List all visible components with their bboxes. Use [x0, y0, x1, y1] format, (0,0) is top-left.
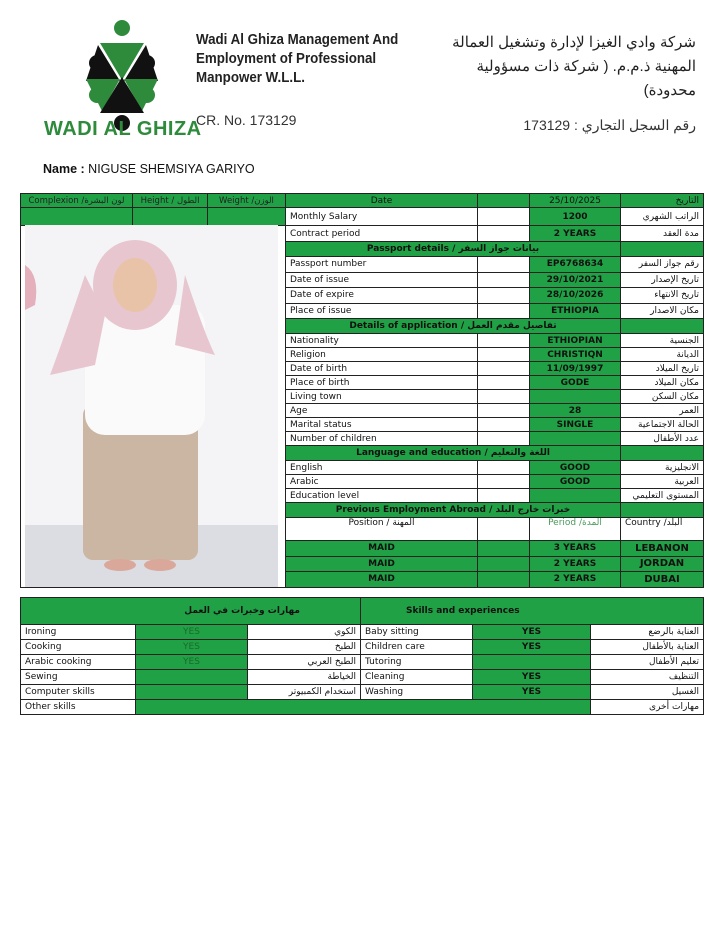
salary-value: 1200: [530, 208, 621, 226]
field-label-ar: مكان الميلاد: [621, 376, 704, 390]
skill-label: Computer skills: [21, 685, 136, 700]
field-label: Arabic: [286, 475, 478, 489]
field-label: Education level: [286, 489, 478, 503]
skill-value: YES: [473, 670, 591, 685]
candidate-name: [43, 162, 255, 176]
country-value: DUBAI: [621, 572, 704, 588]
field-label: Passport number: [286, 257, 478, 273]
detail-row: [286, 272, 704, 288]
cr-number-en: CR. No. 173129: [196, 112, 297, 128]
name-label: Name :: [43, 162, 85, 176]
skills-title-ar: مهارات وخبرات في العمل: [21, 598, 361, 625]
field-value: GODE: [530, 376, 621, 390]
field-value: 28/10/2026: [530, 288, 621, 304]
detail-row: [286, 334, 704, 348]
detail-row: [286, 432, 704, 446]
skill-label-ar: استخدام الكمبيوتر: [248, 685, 361, 700]
skill-label-ar: الكوي: [248, 625, 361, 640]
position-value: MAID: [286, 541, 478, 557]
section-title-employment: Previous Employment Abroad / خبرات خارج البلد: [286, 503, 621, 518]
field-label: Age: [286, 404, 478, 418]
detail-row: [286, 475, 704, 489]
field-label: Place of issue: [286, 303, 478, 319]
field-value: [530, 432, 621, 446]
candidate-photo: [25, 225, 278, 587]
skills-title-en: Skills and experiences: [361, 598, 704, 625]
field-label: Number of children: [286, 432, 478, 446]
height-header: Height / الطول: [133, 194, 208, 208]
field-label-ar: تاريخ الميلاد: [621, 362, 704, 376]
field-label: Marital status: [286, 418, 478, 432]
skill-label: Cleaning: [361, 670, 473, 685]
skill-label: Ironing: [21, 625, 136, 640]
field-value: 28: [530, 404, 621, 418]
section-title-language: Language and education / اللغة والتعليم: [286, 446, 621, 461]
skill-label: Arabic cooking: [21, 655, 136, 670]
position-header: Position / المهنة: [286, 518, 478, 541]
field-label-ar: الحالة الاجتماعية: [621, 418, 704, 432]
detail-row: [286, 257, 704, 273]
field-label-ar: العربية: [621, 475, 704, 489]
salary-label-ar: الراتب الشهري: [621, 208, 704, 226]
employment-row: [286, 541, 704, 557]
skill-value: [136, 670, 248, 685]
country-header: Country /البلد: [621, 518, 704, 541]
country-value: JORDAN: [621, 556, 704, 572]
skill-label-ar: الخياطة: [248, 670, 361, 685]
section-title-passport: Passport details / بيانات جواز السفر: [286, 242, 621, 257]
skill-label: Cooking: [21, 640, 136, 655]
employment-row: [286, 556, 704, 572]
date-label-ar: التاريخ: [621, 194, 704, 208]
skill-value: YES: [136, 640, 248, 655]
field-label-ar: الديانة: [621, 348, 704, 362]
field-value: 11/09/1997: [530, 362, 621, 376]
field-label-ar: الانجليزية: [621, 461, 704, 475]
period-value: 2 YEARS: [530, 556, 621, 572]
skill-row: [21, 625, 704, 640]
company-line: Employment of Professional: [196, 51, 377, 67]
other-skills-value: [136, 700, 591, 715]
skill-value: YES: [473, 685, 591, 700]
contract-label: Contract period: [286, 226, 478, 242]
field-label: Nationality: [286, 334, 478, 348]
company-line-ar: محدودة): [643, 82, 696, 99]
field-value: [530, 390, 621, 404]
period-header: Period /المدة: [530, 518, 621, 541]
field-label-ar: تاريخ الانتهاء: [621, 288, 704, 304]
field-label: English: [286, 461, 478, 475]
field-label-ar: المستوى التعليمي: [621, 489, 704, 503]
field-value: 29/10/2021: [530, 272, 621, 288]
salary-label: Monthly Salary: [286, 208, 478, 226]
contract-label-ar: مدة العقد: [621, 226, 704, 242]
skill-value: YES: [136, 625, 248, 640]
skill-label: Sewing: [21, 670, 136, 685]
skill-label: Children care: [361, 640, 473, 655]
field-value: [530, 489, 621, 503]
weight-value: [208, 208, 286, 226]
field-label: Living town: [286, 390, 478, 404]
cr-number-ar: رقم السجل التجاري : 173129: [523, 117, 696, 133]
detail-row: [286, 404, 704, 418]
field-label-ar: الجنسية: [621, 334, 704, 348]
skill-label: Washing: [361, 685, 473, 700]
skill-label-ar: تعليم الأطفال: [591, 655, 704, 670]
employment-row: [286, 572, 704, 588]
company-line: Wadi Al Ghiza Management And: [196, 32, 399, 48]
skill-label: Tutoring: [361, 655, 473, 670]
company-line-ar: المهنية ذ.م.م. ( شركة ذات مسؤولية: [476, 58, 696, 75]
date-value: 25/10/2025: [530, 194, 621, 208]
company-name-ar: [436, 31, 696, 103]
skill-label-ar: التنظيف: [591, 670, 704, 685]
field-label-ar: عدد الأطفال: [621, 432, 704, 446]
date-label: Date: [286, 194, 478, 208]
field-label: Religion: [286, 348, 478, 362]
detail-row: [286, 489, 704, 503]
field-value: SINGLE: [530, 418, 621, 432]
skill-value: YES: [136, 655, 248, 670]
skill-row: [21, 640, 704, 655]
position-value: MAID: [286, 556, 478, 572]
skill-value: YES: [473, 625, 591, 640]
skills-table: [20, 597, 704, 715]
skill-label-ar: الطبخ: [248, 640, 361, 655]
detail-row: [286, 376, 704, 390]
field-label-ar: مكان الاصدار: [621, 303, 704, 319]
skill-label-ar: العناية بالرضع: [591, 625, 704, 640]
detail-row: [286, 390, 704, 404]
field-label-ar: العمر: [621, 404, 704, 418]
company-line: Manpower W.L.L.: [196, 70, 305, 86]
field-label-ar: مكان السكن: [621, 390, 704, 404]
contract-value: 2 YEARS: [530, 226, 621, 242]
position-value: MAID: [286, 572, 478, 588]
detail-row: [286, 461, 704, 475]
skill-label-ar: العناية بالأطفال: [591, 640, 704, 655]
field-label: Place of birth: [286, 376, 478, 390]
name-value: NIGUSE SHEMSIYA GARIYO: [88, 162, 255, 176]
skill-label-ar: الطبخ العربي: [248, 655, 361, 670]
details-table: [285, 193, 704, 588]
field-label: Date of expire: [286, 288, 478, 304]
field-value: GOOD: [530, 461, 621, 475]
field-value: CHRISTIQN: [530, 348, 621, 362]
skill-row: [21, 670, 704, 685]
detail-row: [286, 303, 704, 319]
field-label-ar: تاريخ الإصدار: [621, 272, 704, 288]
period-value: 2 YEARS: [530, 572, 621, 588]
skill-row: [21, 685, 704, 700]
field-value: EP6768634: [530, 257, 621, 273]
company-line-ar: شركة وادي الغيزا لإدارة وتشغيل العمالة: [452, 34, 696, 51]
skill-value: [473, 655, 591, 670]
skill-label-ar: الغسيل: [591, 685, 704, 700]
country-value: LEBANON: [621, 541, 704, 557]
other-skills-label-ar: مهارات أخرى: [591, 700, 704, 715]
detail-row: [286, 348, 704, 362]
field-label: Date of birth: [286, 362, 478, 376]
company-name-en: [196, 31, 398, 88]
field-value: ETHIOPIAN: [530, 334, 621, 348]
logo-text: WADI AL GHIZA: [44, 118, 202, 140]
section-title-application: Details of application / تفاصيل مقدم العمل: [286, 319, 621, 334]
weight-header: Weight /الوزن: [208, 194, 286, 208]
complexion-header: Complexion /لون البشرة: [21, 194, 133, 208]
detail-row: [286, 288, 704, 304]
other-skills-label: Other skills: [21, 700, 136, 715]
skill-value: YES: [473, 640, 591, 655]
skill-label: Baby sitting: [361, 625, 473, 640]
period-value: 3 YEARS: [530, 541, 621, 557]
height-value: [133, 208, 208, 226]
field-value: ETHIOPIA: [530, 303, 621, 319]
skill-row: [21, 655, 704, 670]
field-label-ar: رقم جواز السفر: [621, 257, 704, 273]
field-label: Date of issue: [286, 272, 478, 288]
detail-row: [286, 362, 704, 376]
detail-row: [286, 418, 704, 432]
complexion-value: [21, 208, 133, 226]
skill-value: [136, 685, 248, 700]
field-value: GOOD: [530, 475, 621, 489]
